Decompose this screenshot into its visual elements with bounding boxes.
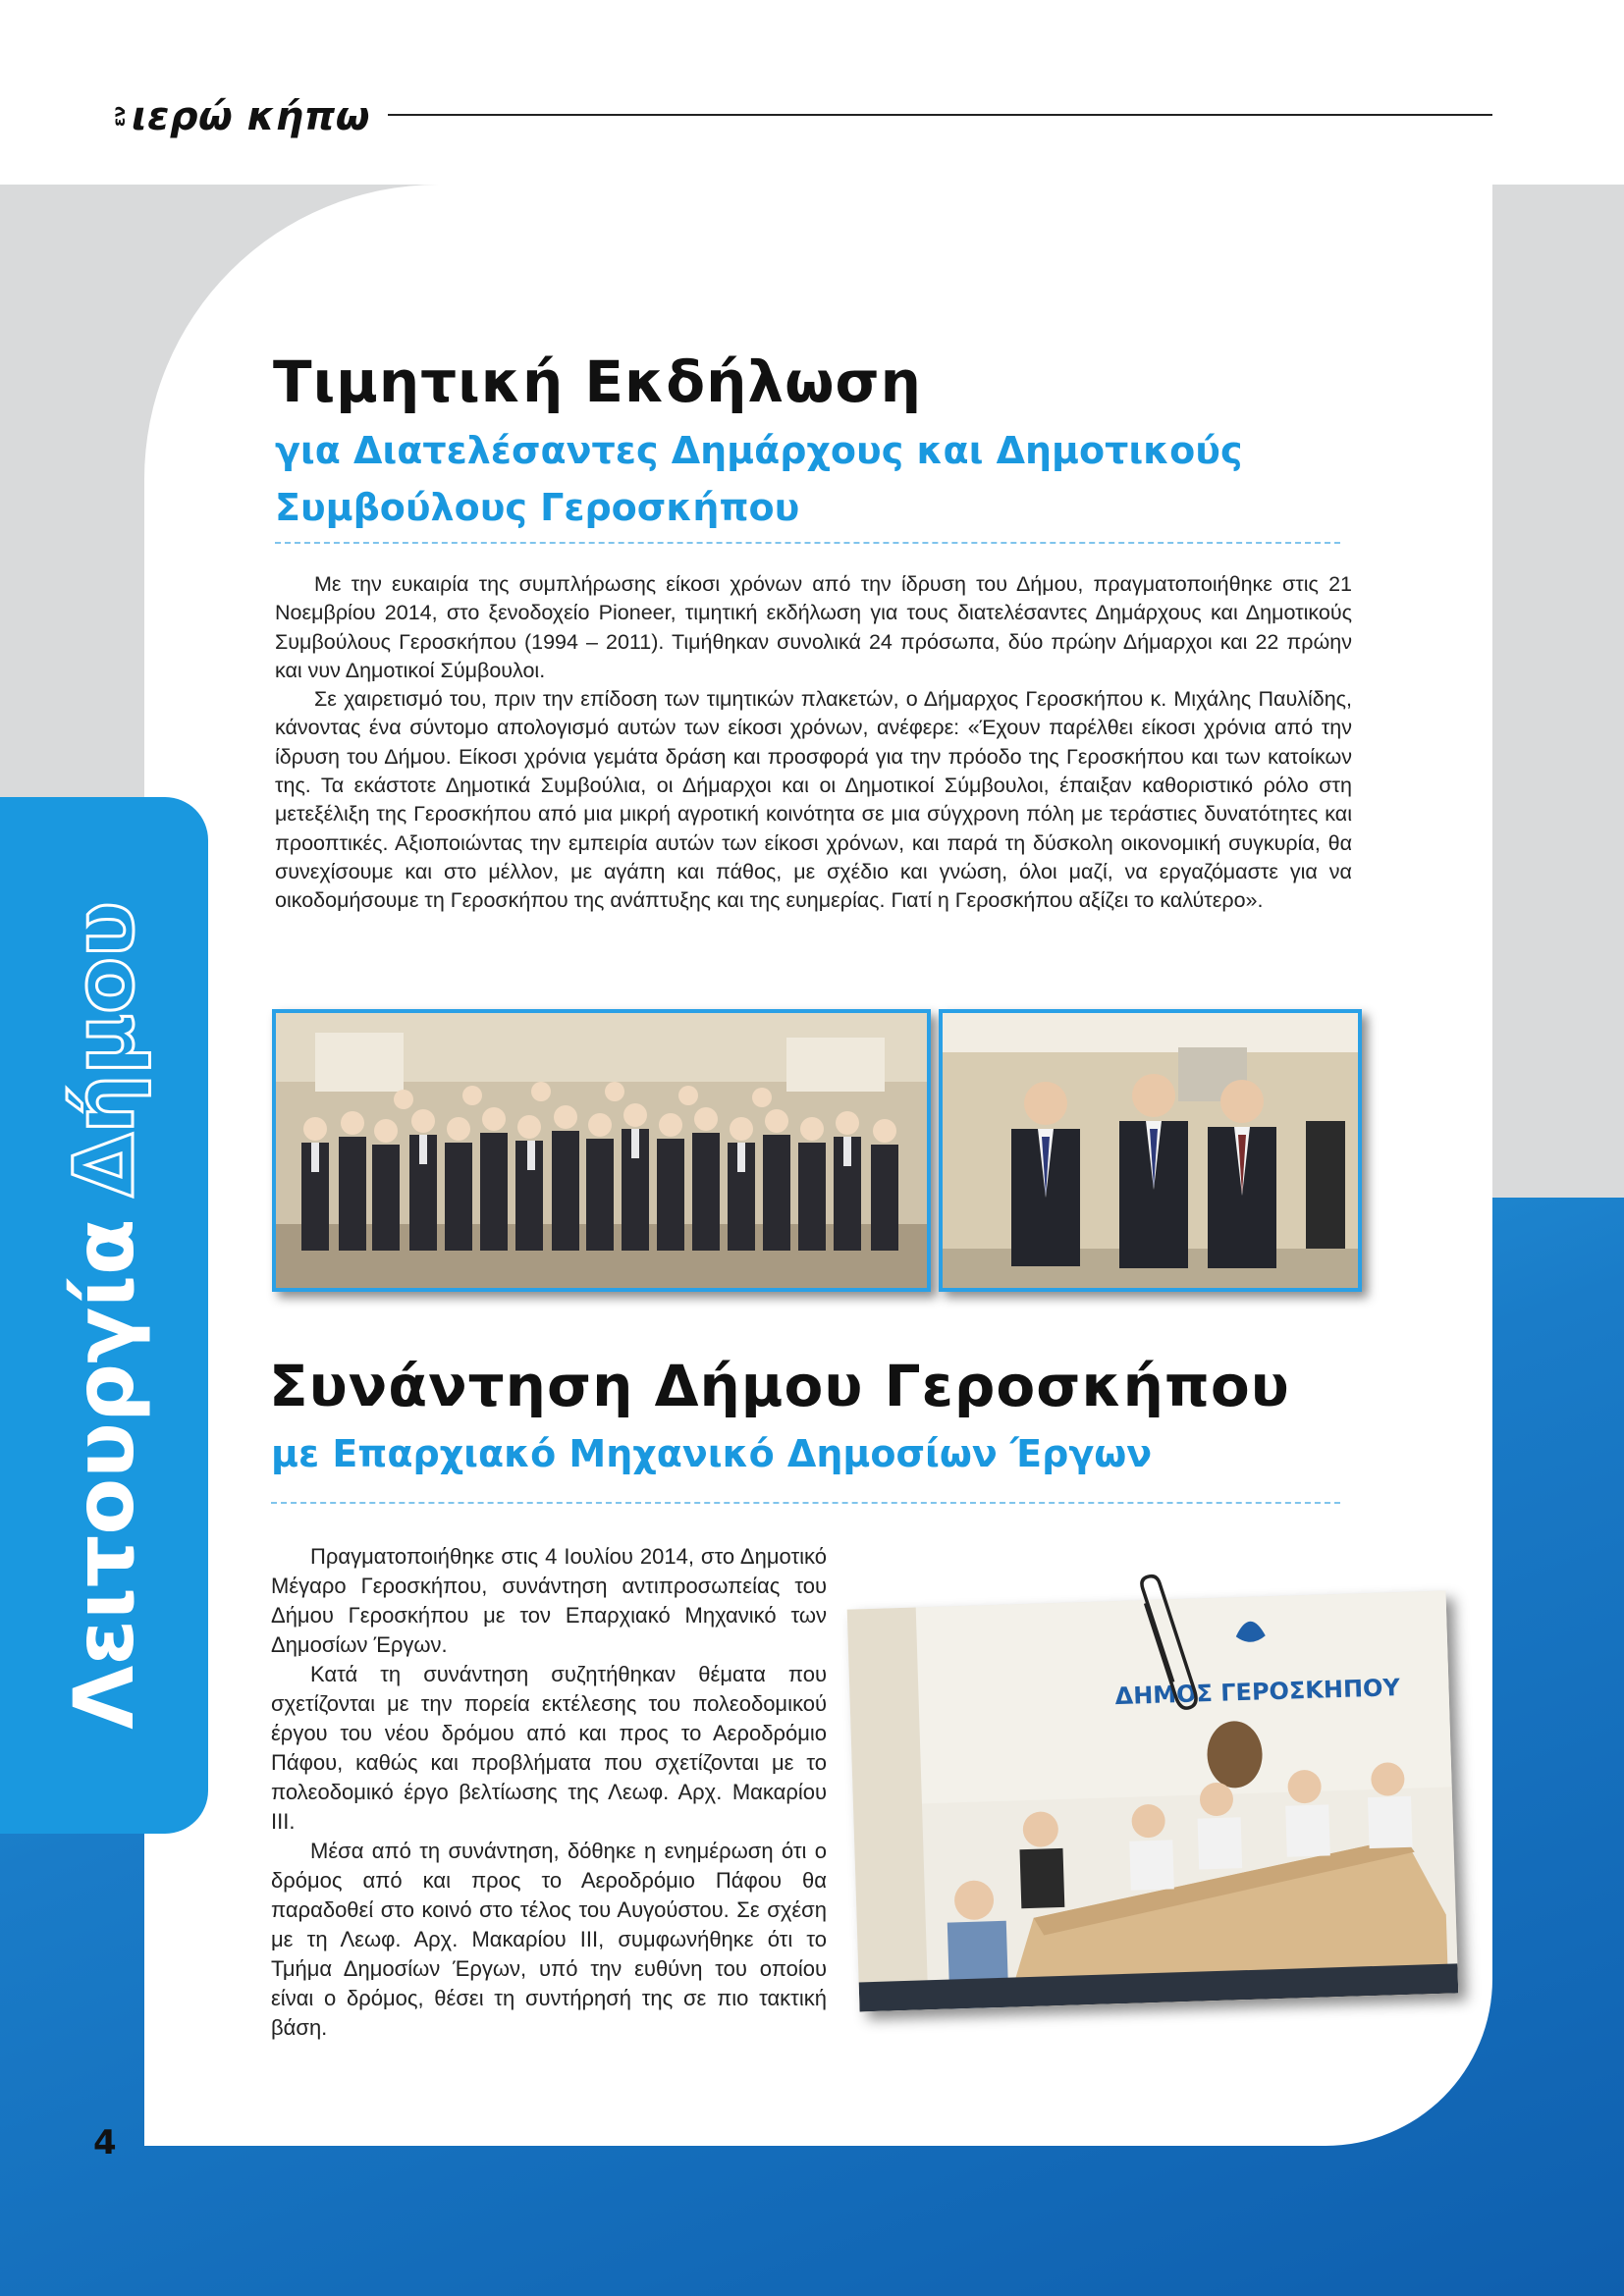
- article2-title: Συνάντηση Δήμου Γεροσκήπου: [269, 1353, 1290, 1419]
- masthead-prefix: εν: [110, 105, 130, 127]
- article1-divider: [275, 542, 1340, 544]
- article2-divider: [271, 1502, 1340, 1504]
- article2-paragraph: Κατά τη συνάντηση συζητήθηκαν θέματα που σχετίζονται με την πορεία εκτέλεσης του πολεοδομικού έργου του νέου δρόμου από και προς το Αεροδρόμιο Πάφου, καθώς και προβλήματα που σχετίζονται με το πολεοδομικό έργο βελτίωσης της Λεωφ. Αρχ. Μακαρίου ΙΙΙ.: [271, 1662, 827, 1834]
- article2-body: [271, 1542, 827, 2043]
- three-men-photo: [939, 1009, 1362, 1292]
- masthead-title: ιερώ κήπω: [132, 94, 370, 139]
- group-photo: [272, 1009, 931, 1292]
- article1-subtitle: [275, 422, 1242, 536]
- article1-paragraph: Με την ευκαιρία της συμπλήρωσης είκοσι χρόνων από την ίδρυση του Δήμου, πραγματοποιήθηκε στις 21 Νοεμβρίου 2014, στο ξενοδοχείο Pioneer, τιμητική εκδήλωση για τους διατελέσαντες Δημάρχους και Δημοτικούς Συμβούλους Γεροσκήπου (1994 – 2011). Τιμήθηκαν συνολικά 24 πρόσωπα, δύο πρώην Δήμαρχοι και 22 πρώην και νυν Δημοτικοί Σύμβουλοι.: [275, 572, 1352, 682]
- meeting-photo-sign: ΔΗΜΟΣ ΓΕΡΟΣΚΗΠΟΥ: [1114, 1674, 1401, 1711]
- section-label-word1: Λειτουργία: [56, 1218, 152, 1730]
- article2-paragraph: Πραγματοποιήθηκε στις 4 Ιουλίου 2014, στο Δημοτικό Μέγαρο Γεροσκήπου, συνάντηση αντιπροσωπείας του Δήμου Γεροσκήπου με τον Επαρχιακό Μηχανικό των Δημοσίων Έργων.: [271, 1544, 827, 1657]
- article1-body: [275, 570, 1352, 916]
- article1-title: Τιμητική Εκδήλωση: [273, 348, 922, 415]
- masthead: [110, 94, 370, 139]
- article2-subtitle: με Επαρχιακό Μηχανικό Δημοσίων Έργων: [271, 1432, 1153, 1475]
- page-number: 4: [93, 2123, 117, 2163]
- section-label-word2: Δήμου: [56, 901, 152, 1198]
- masthead-rule: [388, 114, 1492, 116]
- article2-paragraph: Μέσα από τη συνάντηση, δόθηκε η ενημέρωση ότι ο δρόμος από και προς το Αεροδρόμιο Πάφου θα παραδοθεί στο κοινό στο τέλος του Αυγούστου. Σε σχέση με τη Λεωφ. Αρχ. Μακαρίου ΙΙΙ, συμφωνήθηκε ότι το Τμήμα Δημοσίων Έργων, υπό την ευθύνη του οποίου είναι ο δρόμος, θέσει τη συντήρησή της σε πιο τακτική βάση.: [271, 1839, 827, 2040]
- top-header-band: [0, 0, 1624, 185]
- group-photo-illustration: [276, 1013, 927, 1288]
- three-men-illustration: [943, 1013, 1358, 1288]
- article1-subtitle-line1: για Διατελέσαντες Δημάρχους και Δημοτικούς: [275, 429, 1243, 472]
- article1-paragraph: Σε χαιρετισμό του, πριν την επίδοση των τιμητικών πλακετών, ο Δήμαρχος Γεροσκήπου κ. Μιχάλης Παυλίδης, κάνοντας ένα σύντομο απολογισμό αυτών των είκοσι χρόνων, ανέφερε: «Έχουν παρέλθει είκοσι χρόνια από την ίδρυση του Δήμου. Είκοσι χρόνια γεμάτα δράση και προσφορά για την πρόοδο της Γεροσκήπου και των κατοίκων της. Τα εκάστοτε Δημοτικά Συμβούλια, οι Δήμαρχοι και οι Δημοτικοί Σύμβουλοι, έπαιξαν καθοριστικό ρόλο στη μετεξέλιξη της Γεροσκήπου από μια μικρή αγροτική κοινότητα σε μια σύγχρονη πόλη με τεράστιες δυνατότητες και προοπτικές. Αξιοποιώντας την εμπειρία αυτών των είκοσι χρόνων, και παρά τη δύσκολη οικονομική συγκυρία, θα συνεχίσουμε και στο μέλλον, με αγάπη και πάθος, με σχέδιο και γνώση, όλοι μαζί, να εργαζόμαστε για να οικοδομήσουμε τη Γεροσκήπου της ανάπτυξης και της ευημερίας. Γιατί η Γεροσκήπου αξίζει το καλύτερο».: [275, 687, 1352, 913]
- section-label: [56, 901, 152, 1729]
- article1-subtitle-line2: Συμβούλους Γεροσκήπου: [275, 486, 800, 529]
